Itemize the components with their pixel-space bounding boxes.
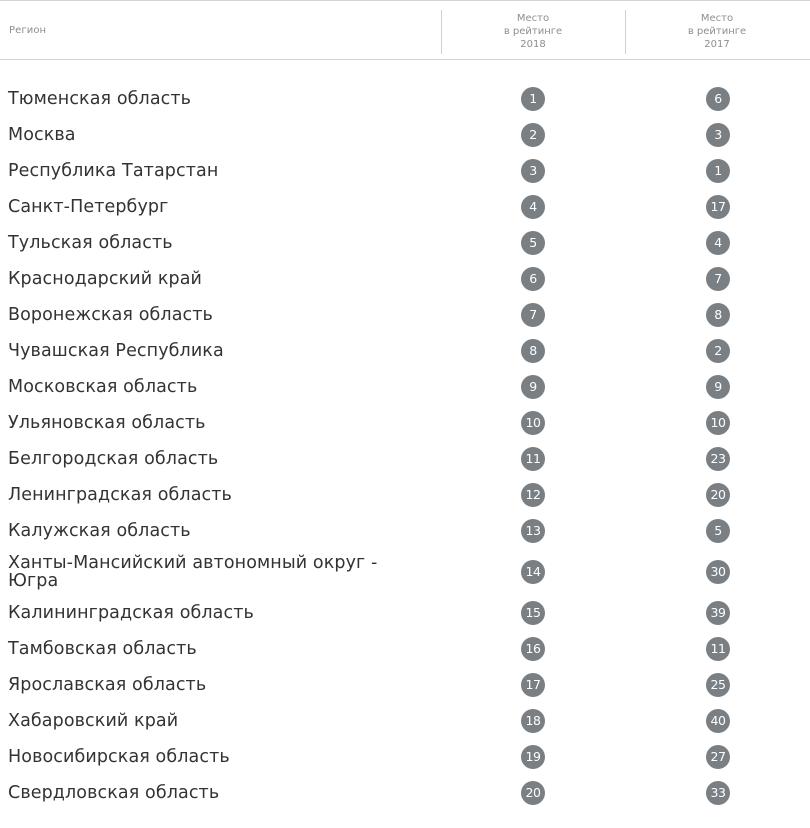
table-row bbox=[0, 369, 810, 405]
rank-2017-badge: 20 bbox=[706, 483, 730, 507]
region-name: Тюменская область bbox=[8, 89, 192, 109]
region-name: Тульская область bbox=[8, 233, 173, 253]
table-row bbox=[0, 405, 810, 441]
region-name: Ярославская область bbox=[8, 675, 207, 695]
table-row bbox=[0, 81, 810, 117]
region-name: Краснодарский край bbox=[8, 269, 203, 289]
table-row bbox=[0, 333, 810, 369]
rank-2018-badge: 19 bbox=[521, 745, 545, 769]
rank-2017-badge: 1 bbox=[706, 159, 730, 183]
table-row bbox=[0, 153, 810, 189]
region-name: Воронежская область bbox=[8, 305, 213, 325]
rank-2018-badge: 9 bbox=[521, 375, 545, 399]
rank-2017-badge: 33 bbox=[706, 781, 730, 805]
header-region[interactable]: Регион bbox=[9, 25, 47, 36]
header-divider bbox=[441, 10, 442, 54]
header-rank-2017[interactable]: Место в рейтинге 2017 bbox=[687, 13, 747, 50]
rank-2017-badge: 23 bbox=[706, 447, 730, 471]
table-row bbox=[0, 775, 810, 811]
region-name: Московская область bbox=[8, 377, 198, 397]
rank-2018-badge: 11 bbox=[521, 447, 545, 471]
region-name: Калужская область bbox=[8, 521, 191, 541]
region-name: Тамбовская область bbox=[8, 639, 197, 659]
rank-2017-badge: 7 bbox=[706, 267, 730, 291]
region-name: Калининградская область bbox=[8, 603, 254, 623]
rank-2017-badge: 17 bbox=[706, 195, 730, 219]
rank-2018-badge: 13 bbox=[521, 519, 545, 543]
rank-2018-badge: 17 bbox=[521, 673, 545, 697]
rank-2017-badge: 6 bbox=[706, 87, 730, 111]
region-name: Хабаровский край bbox=[8, 711, 179, 731]
table-row bbox=[0, 595, 810, 631]
table-row bbox=[0, 631, 810, 667]
table-header bbox=[0, 0, 810, 60]
rank-2017-badge: 3 bbox=[706, 123, 730, 147]
rank-2017-badge: 25 bbox=[706, 673, 730, 697]
rank-2017-badge: 27 bbox=[706, 745, 730, 769]
rank-2018-badge: 5 bbox=[521, 231, 545, 255]
region-name: Новосибирская область bbox=[8, 747, 230, 767]
rank-2018-badge: 6 bbox=[521, 267, 545, 291]
table-row bbox=[0, 261, 810, 297]
table-row bbox=[0, 513, 810, 549]
rank-2018-badge: 8 bbox=[521, 339, 545, 363]
table-row bbox=[0, 297, 810, 333]
rank-2017-badge: 9 bbox=[706, 375, 730, 399]
rank-2018-badge: 3 bbox=[521, 159, 545, 183]
region-name: Москва bbox=[8, 125, 76, 145]
rank-2018-badge: 4 bbox=[521, 195, 545, 219]
rank-2017-badge: 11 bbox=[706, 637, 730, 661]
rank-2017-badge: 8 bbox=[706, 303, 730, 327]
rank-2018-badge: 2 bbox=[521, 123, 545, 147]
rank-2018-badge: 14 bbox=[521, 560, 545, 584]
rank-2018-badge: 20 bbox=[521, 781, 545, 805]
header-rank-2018[interactable]: Место в рейтинге 2018 bbox=[503, 13, 563, 50]
region-name: Чувашская Республика bbox=[8, 341, 224, 361]
region-name: Ханты-Мансийский автономный округ - Югра bbox=[8, 553, 378, 591]
table-row bbox=[0, 667, 810, 703]
table-row bbox=[0, 549, 810, 595]
rank-2017-badge: 5 bbox=[706, 519, 730, 543]
rank-2017-badge: 39 bbox=[706, 601, 730, 625]
rank-2018-badge: 7 bbox=[521, 303, 545, 327]
table-row bbox=[0, 117, 810, 153]
rank-2017-badge: 10 bbox=[706, 411, 730, 435]
rank-2018-badge: 12 bbox=[521, 483, 545, 507]
rank-2018-badge: 15 bbox=[521, 601, 545, 625]
table-row bbox=[0, 739, 810, 775]
table-row bbox=[0, 441, 810, 477]
table-body bbox=[0, 81, 810, 811]
rank-2017-badge: 30 bbox=[706, 560, 730, 584]
table-row bbox=[0, 225, 810, 261]
region-name: Ульяновская область bbox=[8, 413, 206, 433]
header-divider bbox=[625, 10, 626, 54]
table-row bbox=[0, 189, 810, 225]
region-name: Республика Татарстан bbox=[8, 161, 219, 181]
rank-2017-badge: 4 bbox=[706, 231, 730, 255]
region-name: Белгородская область bbox=[8, 449, 219, 469]
rank-2017-badge: 40 bbox=[706, 709, 730, 733]
rank-2018-badge: 18 bbox=[521, 709, 545, 733]
rank-2018-badge: 16 bbox=[521, 637, 545, 661]
region-name: Ленинградская область bbox=[8, 485, 232, 505]
rank-2018-badge: 10 bbox=[521, 411, 545, 435]
rank-2018-badge: 1 bbox=[521, 87, 545, 111]
table-row bbox=[0, 477, 810, 513]
rank-2017-badge: 2 bbox=[706, 339, 730, 363]
table-row bbox=[0, 703, 810, 739]
region-name: Свердловская область bbox=[8, 783, 220, 803]
region-name: Санкт-Петербург bbox=[8, 197, 169, 217]
